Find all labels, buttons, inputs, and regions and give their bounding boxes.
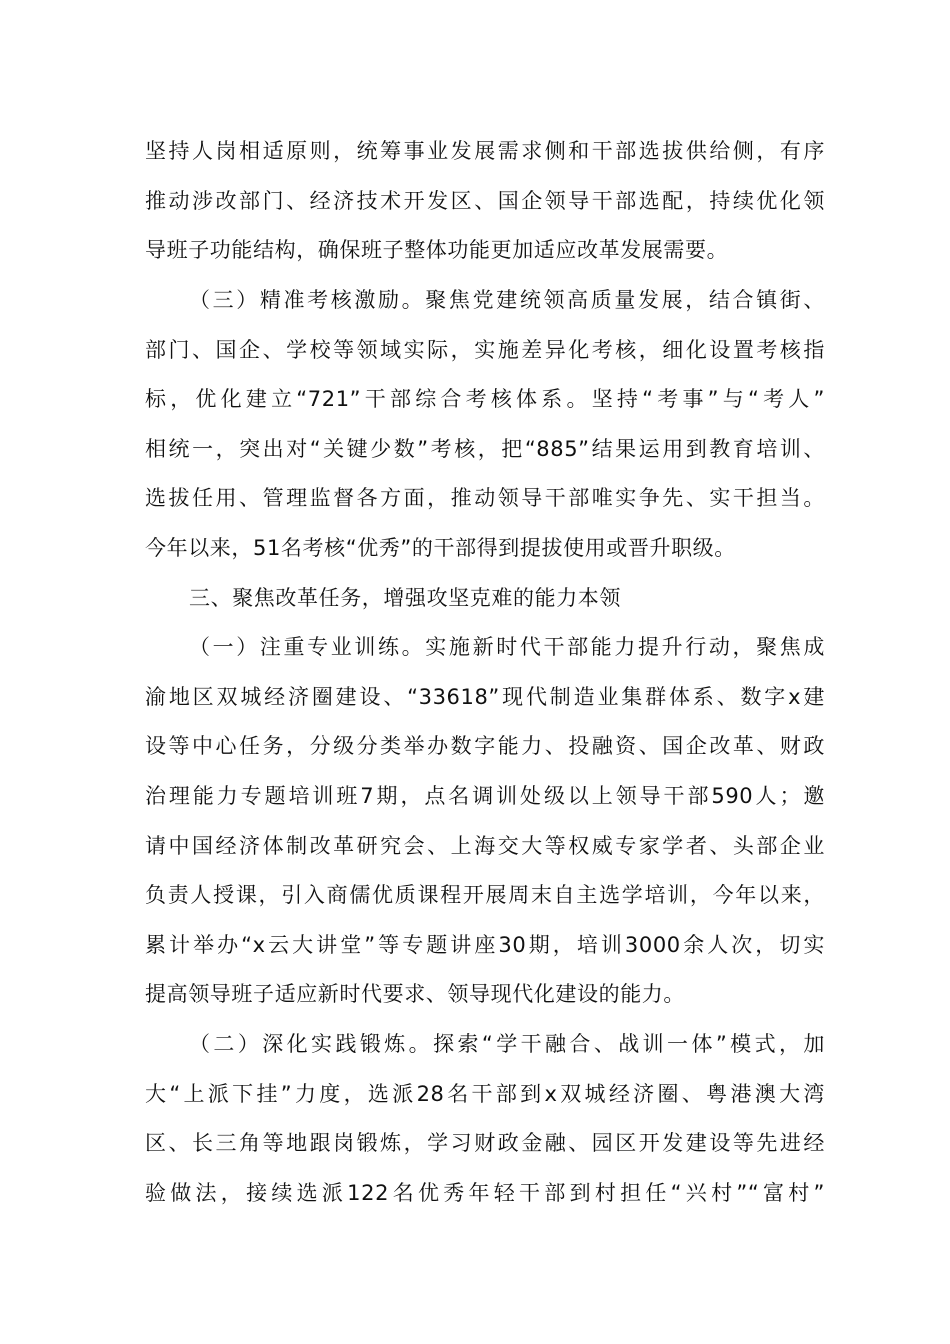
text-line: 部门、国企、学校等领域实际，实施差异化考核，细化设置考核指 xyxy=(145,338,825,362)
text-line: 推动涉改部门、经济技术开发区、国企领导干部选配，持续优化领 xyxy=(145,189,825,213)
paragraph-heading-line: （二）深化实践锻炼。探索“学干融合、战训一体”模式，加 xyxy=(189,1032,825,1056)
text-line: 提高领导班子适应新时代要求、领导现代化建设的能力。 xyxy=(145,982,685,1006)
text-line: 治理能力专题培训班7期，点名调训处级以上领导干部590人；邀 xyxy=(145,784,825,808)
text-line: 标，优化建立“721”干部综合考核体系。坚持“考事”与“考人” xyxy=(145,387,825,411)
text-line: 大“上派下挂”力度，选派28名干部到x双城经济圈、粤港澳大湾 xyxy=(145,1082,825,1106)
text-line: 设等中心任务，分级分类举办数字能力、投融资、国企改革、财政 xyxy=(145,734,825,758)
section-heading: 三、聚焦改革任务，增强攻坚克难的能力本领 xyxy=(189,586,621,610)
text-line: 今年以来，51名考核“优秀”的干部得到提拔使用或晋升职级。 xyxy=(145,536,736,560)
paragraph-heading-line: （三）精准考核激励。聚焦党建统领高质量发展，结合镇街、 xyxy=(189,288,825,312)
text-line: 请中国经济体制改革研究会、上海交大等权威专家学者、头部企业 xyxy=(145,834,825,858)
text-line: 坚持人岗相适原则，统筹事业发展需求侧和干部选拔供给侧，有序 xyxy=(145,139,825,163)
text-line: 区、长三角等地跟岗锻炼，学习财政金融、园区开发建设等先进经 xyxy=(145,1131,825,1155)
text-line: 导班子功能结构，确保班子整体功能更加适应改革发展需要。 xyxy=(145,238,729,262)
paragraph-heading-line: （一）注重专业训练。实施新时代干部能力提升行动，聚焦成 xyxy=(189,635,825,659)
text-line: 渝地区双城经济圈建设、“33618”现代制造业集群体系、数字x建 xyxy=(145,685,825,709)
text-line: 累计举办“x云大讲堂”等专题讲座30期，培训3000余人次，切实 xyxy=(145,933,825,957)
text-line: 验做法，接续选派122名优秀年轻干部到村担任“兴村”“富村” xyxy=(145,1181,825,1205)
text-line: 相统一，突出对“关键少数”考核，把“885”结果运用到教育培训、 xyxy=(145,437,825,461)
text-line: 负责人授课，引入商儒优质课程开展周末自主选学培训，今年以来， xyxy=(145,883,825,907)
text-line: 选拔任用、管理监督各方面，推动领导干部唯实争先、实干担当。 xyxy=(145,486,825,510)
